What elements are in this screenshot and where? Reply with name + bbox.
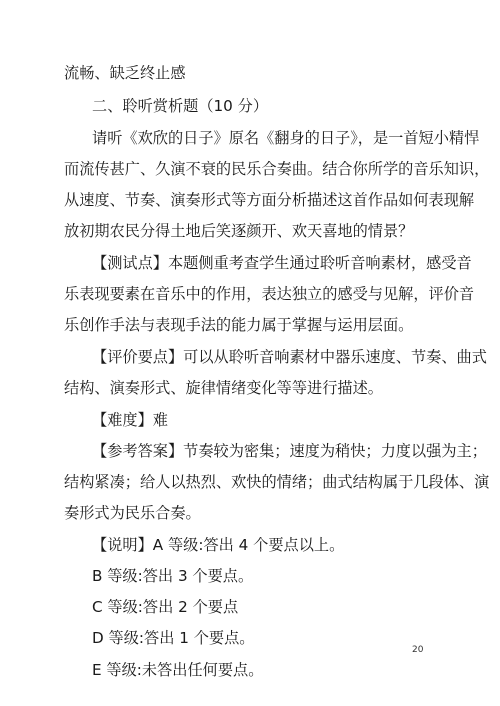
grading-note-a: 【说明】A 等级:答出 4 个要点以上。 — [92, 536, 345, 554]
page-number: 20 — [412, 645, 424, 655]
text-line-continuation: 流畅、缺乏终止感 — [64, 64, 186, 82]
grading-note-b: B 等级:答出 3 个要点。 — [92, 567, 254, 585]
test-point-line-1: 【测试点】本题侧重考查学生通过聆听音响素材，感受音 — [92, 254, 472, 272]
evaluation-point-line-2: 结构、演奏形式、旋律情绪变化等等进行描述。 — [64, 379, 383, 397]
difficulty-line: 【难度】难 — [92, 411, 168, 429]
section-heading: 二、聆听赏析题（10 分） — [92, 97, 269, 115]
grading-note-d: D 等级:答出 1 个要点。 — [92, 629, 255, 647]
reference-answer-line-2: 结构紧凑；给人以热烈、欢快的情绪；曲式结构属于几段体、演 — [64, 473, 490, 491]
evaluation-point-line-1: 【评价要点】可以从聆听音响素材中器乐速度、节奏、曲式 — [92, 348, 487, 366]
question-line-1: 请听《欢欣的日子》原名《翻身的日子》，是一首短小精悍 — [92, 129, 480, 147]
question-line-3: 从速度、节奏、演奏形式等方面分析描述这首作品如何表现解 — [64, 191, 475, 209]
test-point-line-2: 乐表现要素在音乐中的作用，表达独立的感受与见解，评价音 — [64, 285, 475, 303]
grading-note-e: E 等级:未答出任何要点。 — [92, 661, 264, 679]
grading-note-c: C 等级:答出 2 个要点 — [92, 598, 239, 616]
reference-answer-line-3: 奏形式为民乐合奏。 — [64, 504, 201, 522]
test-point-line-3: 乐创作手法与表现手法的能力属于掌握与运用层面。 — [64, 316, 414, 334]
reference-answer-line-1: 【参考答案】节奏较为密集；速度为稍快；力度以强为主； — [92, 442, 487, 460]
question-line-2: 而流传甚广、久演不衰的民乐合奏曲。结合你所学的音乐知识， — [64, 160, 490, 178]
question-line-4: 放初期农民分得土地后笑逐颜开、欢天喜地的情景？ — [64, 222, 414, 240]
